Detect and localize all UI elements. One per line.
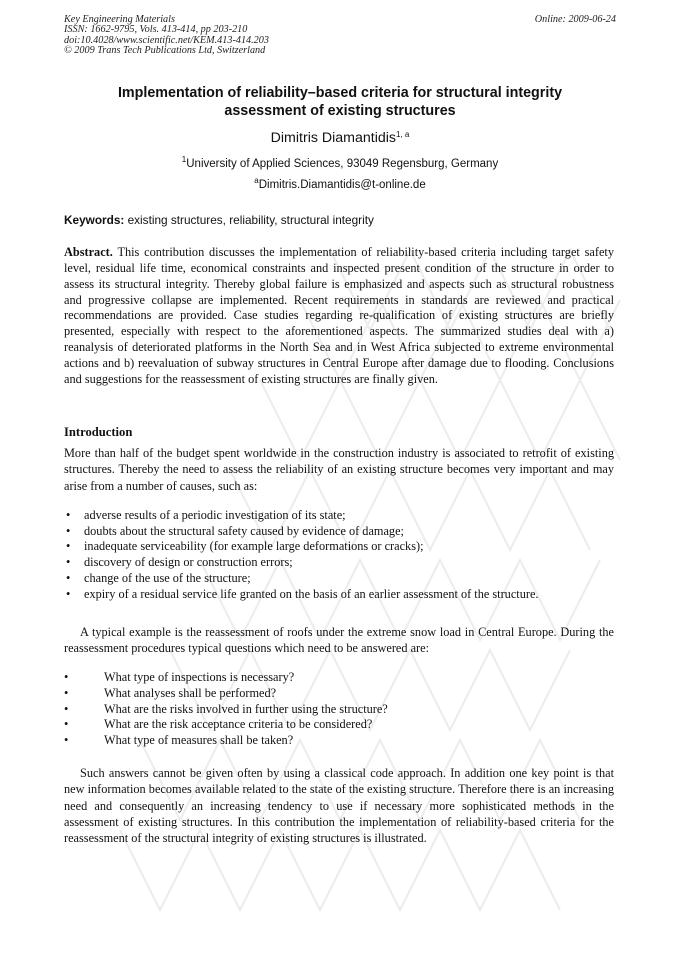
journal-name: Key Engineering Materials — [64, 14, 175, 25]
bullet-icon: • — [64, 701, 69, 716]
list-item: • What are the risks involved in further using the structure? — [64, 701, 388, 716]
abstract-text: This contribution discusses the implementation of reliability-based criteria including target safety level, residual life time, economical constraints and inspected present condition of the structure in order to assess its structural integrity. Thereby global failure is emphasized and aspects such as structural robustness and progressive collapse are implemented. Recent requirements in standards are reviewed and practical recommendations are provided. Case studies regarding re-qualification of existing structures are briefly presented, especially with respect to the aforementioned aspects. The summarized studies deal with a) reanalysis of deteriorated platforms in the North Sea and in West Africa subjected to extreme environmental actions and b) reevaluation of subway structures in Central Europe after damage due to flooding. Conclusions and suggestions for the reassessment of existing structures are finally given. — [64, 245, 614, 386]
intro-paragraph-3: Such answers cannot be given often by using a classical code approach. In addition one key point is that new information becomes available related to the state of the existing structure. Therefore there is an increasing need and consequently an increasing tendency to use if necessary more sophisticated methods in the assessment of existing structures. In this contribution the implementation of reliability-based criteria for the reassessment of the structural integrity of existing structures is illustrated. — [64, 766, 614, 846]
title-line-2: assessment of existing structures — [224, 103, 456, 119]
bullet-icon: • — [66, 508, 71, 522]
issn-line: ISSN: 1662-9795, Vols. 413-414, pp 203-210 — [64, 24, 248, 36]
copyright-line: © 2009 Trans Tech Publications Ltd, Switzerland — [64, 44, 266, 56]
affiliation-superscript: 1 — [181, 155, 187, 164]
email-superscript: a — [254, 176, 259, 185]
title-line-1: Implementation of reliability–based criteria for structural integrity — [117, 85, 563, 101]
bullet-icon: • — [66, 555, 71, 570]
email-address[interactable]: Dimitris.Diamantidis@t-online.de — [258, 179, 426, 191]
doi-line: doi:10.4028/www.scientific.net/KEM.413-414.203 — [64, 34, 269, 46]
bullet-icon: • — [66, 539, 71, 554]
list-item: • doubts about the structural safety caused by evidence of damage; — [66, 523, 404, 538]
author-name: Dimitris Diamantidis — [270, 130, 396, 146]
affiliation-text: University of Applied Sciences, 93049 Regensburg, Germany — [186, 158, 499, 170]
bullet-icon: • — [66, 523, 71, 538]
bullet-icon: • — [64, 717, 69, 732]
affiliation-line — [64, 157, 616, 172]
email-line — [64, 178, 616, 193]
author-superscript: 1, a — [396, 130, 410, 139]
keywords-text: existing structures, reliability, structural integrity — [127, 213, 374, 227]
keywords — [64, 213, 616, 228]
list-item: • What type of inspections is necessary? — [64, 670, 295, 684]
bullet-icon: • — [64, 670, 69, 684]
list-item: • discovery of design or construction errors; — [66, 555, 293, 570]
list-item: • expiry of a residual service life granted on the basis of an earlier assessment of the structure. — [66, 586, 539, 601]
list-item: • What are the risk acceptance criteria to be considered? — [64, 717, 373, 732]
list-item: • change of the use of the structure; — [66, 570, 251, 585]
questions-list — [64, 670, 616, 749]
bullet-icon: • — [66, 570, 71, 585]
list-item: • What analyses shall be performed? — [64, 685, 277, 700]
journal-header — [64, 15, 616, 56]
abstract — [64, 245, 614, 388]
online-date: Online: 2009-06-24 — [534, 14, 616, 25]
keywords-label: Keywords: — [64, 213, 125, 227]
bullet-icon: • — [64, 685, 69, 700]
intro-paragraph-2: A typical example is the reassessment of roofs under the extreme snow load in Central Europe. During the reassessment procedures typical questions which need to be answered are: — [64, 625, 614, 656]
causes-list — [64, 508, 616, 602]
bullet-icon: • — [64, 733, 69, 748]
intro-paragraph-1: More than half of the budget spent worldwide in the construction industry is associated to retrofit of existing structures. Thereby the need to assess the reliability of an existing structure becomes very important and may arise from a number of causes, such as: — [64, 446, 614, 493]
list-item: • inadequate serviceability (for example large deformations or cracks); — [66, 539, 424, 554]
bullet-icon: • — [66, 586, 71, 601]
abstract-label: Abstract. — [64, 245, 113, 259]
author-line — [64, 129, 616, 147]
list-item: • adverse results of a periodic investigation of its state; — [66, 508, 346, 522]
section-heading-introduction: Introduction — [64, 425, 133, 439]
list-item: • What type of measures shall be taken? — [64, 733, 294, 748]
paper-title — [64, 84, 616, 120]
